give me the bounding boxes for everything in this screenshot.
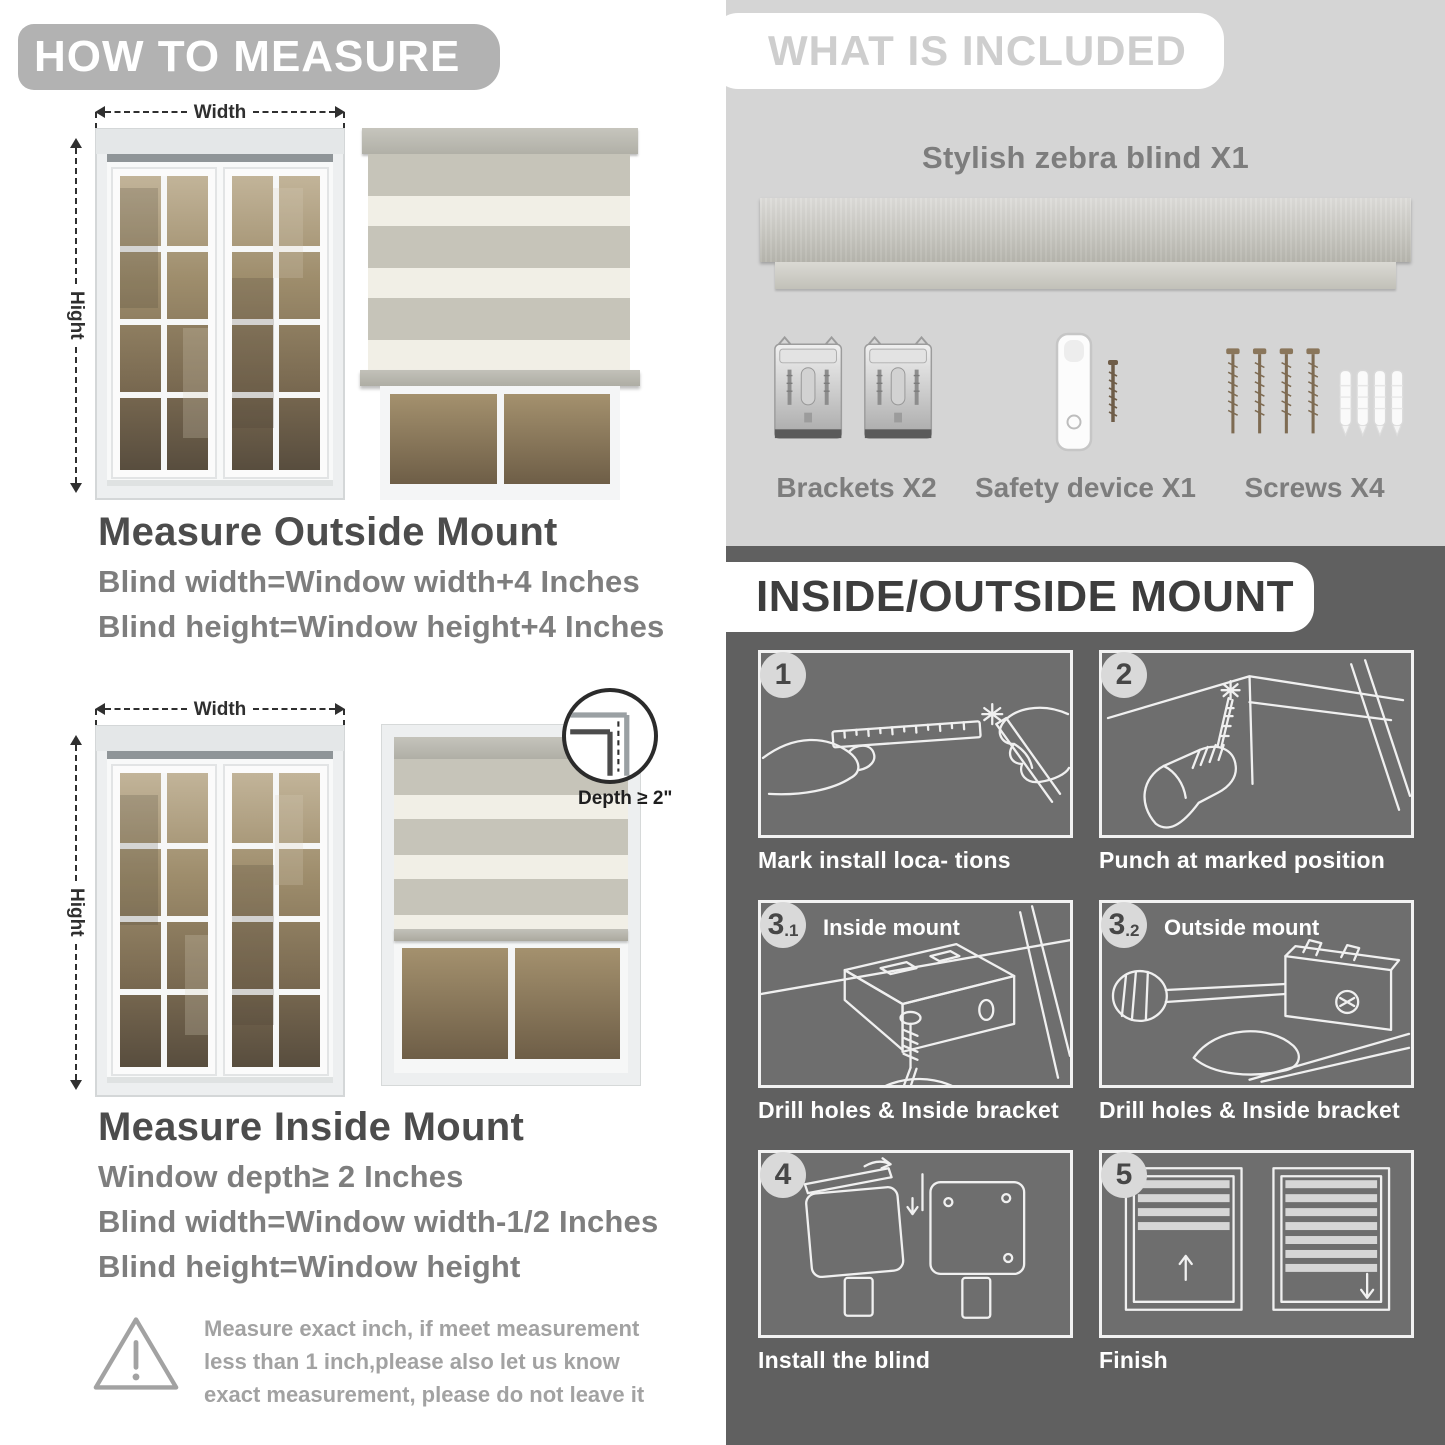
what-is-included-header: WHAT IS INCLUDED [712,13,1224,89]
width-label: Width [193,101,247,123]
blind-stripes [368,154,630,370]
height-label: Hight [66,291,87,340]
outside-mount-line: Blind height=Window height+4 Inches [98,609,665,644]
inside-mount-line: Window depth≥ 2 Inches [98,1159,464,1194]
item-label: Screws X4 [1244,472,1385,503]
included-item-brackets [742,316,971,504]
step-caption: Punch at marked position [1099,847,1385,873]
headrail-image [760,198,1411,262]
safety-device-icon [1021,330,1151,462]
inside-mount-line: Blind width=Window width-1/2 Inches [98,1204,659,1239]
step-caption: Finish [1099,1347,1168,1373]
mount-header: INSIDE/OUTSIDE MOUNT [726,562,1314,632]
step-card-4 [758,1150,1073,1374]
mount-panel [726,546,1445,1445]
zebra-blind-image-outside [360,128,640,500]
window-photo-outside [95,128,345,500]
brackets-icon [769,336,945,462]
included-panel [726,0,1445,546]
window-below-blind [394,941,628,1073]
step-number-badge: 5 [1101,1152,1147,1198]
step-title: Inside mount [823,915,960,940]
blind-bottom-rail [360,370,640,386]
item-label: Safety device X1 [974,472,1197,503]
width-arrow-outside [95,101,345,123]
step-number-badge: 4 [760,1152,806,1198]
step-number-badge: 3 .1 [760,902,806,948]
blind-cassette [362,128,638,154]
headrail-under-rail [775,262,1396,289]
depth-label: Depth ≥ 2" [578,788,673,809]
step-panel [1099,650,1414,838]
mark-locations-illustration-icon [761,653,1070,835]
height-arrow-inside [66,735,87,1090]
step-card-3-1 [758,900,1073,1124]
warning-text: Measure exact inch, if meet measurement less than 1 inch,please also let us know exact measurement, please do not leave it [204,1316,645,1407]
install-blind-illustration-icon [761,1153,1070,1335]
step-number-badge: 1 [760,652,806,698]
step-panel [758,650,1073,838]
finish-illustration-icon [1102,1153,1411,1335]
step-caption: Drill holes & Inside bracket [1099,1097,1400,1123]
step-number-badge: 3 .2 [1101,902,1147,948]
step-title: Outside mount [1164,915,1320,940]
outside-mount-heading: Measure Outside Mount [98,510,558,554]
step-number-badge: 2 [1101,652,1147,698]
product-title: Stylish zebra blind X1 [921,140,1249,175]
step-caption: Install the blind [758,1347,931,1373]
drill-illustration-icon [1102,653,1411,835]
inside-mount-heading: Measure Inside Mount [98,1105,525,1149]
window-photo-inside [95,725,345,1097]
step-caption: Drill holes & Inside bracket [758,1097,1059,1123]
step-panel [758,1150,1073,1338]
how-to-measure-header: HOW TO MEASURE [18,24,500,90]
blind-stripes [394,759,628,929]
height-label: Hight [66,888,87,937]
step-card-3-2 [1099,900,1414,1124]
item-label: Brackets X2 [776,472,937,503]
width-arrow-inside [95,698,345,720]
step-panel [1099,1150,1414,1338]
step-card-1 [758,650,1073,874]
outside-mount-line: Blind width=Window width+4 Inches [98,564,640,599]
step-card-2 [1099,650,1414,874]
outside-mount-text [98,510,664,645]
screws-icon [1217,336,1413,462]
width-label: Width [193,698,247,720]
height-arrow-outside [66,138,87,493]
inside-mount-text [98,1105,658,1285]
depth-magnifier-icon [562,688,658,784]
step-card-5 [1099,1150,1414,1374]
window-below-blind [380,386,620,500]
warning-triangle-icon [92,1312,180,1394]
measure-warning [92,1312,654,1411]
included-items-row [742,316,1429,504]
step-panel [1099,900,1414,1088]
included-item-screws [1200,316,1429,504]
steps-grid [758,650,1414,1374]
step-panel [758,900,1073,1088]
included-item-safety-device [971,316,1200,504]
step-caption: Mark install loca- tions [758,847,1011,873]
blind-bottom-rail [394,929,628,941]
inside-mount-line: Blind height=Window height [98,1249,521,1284]
